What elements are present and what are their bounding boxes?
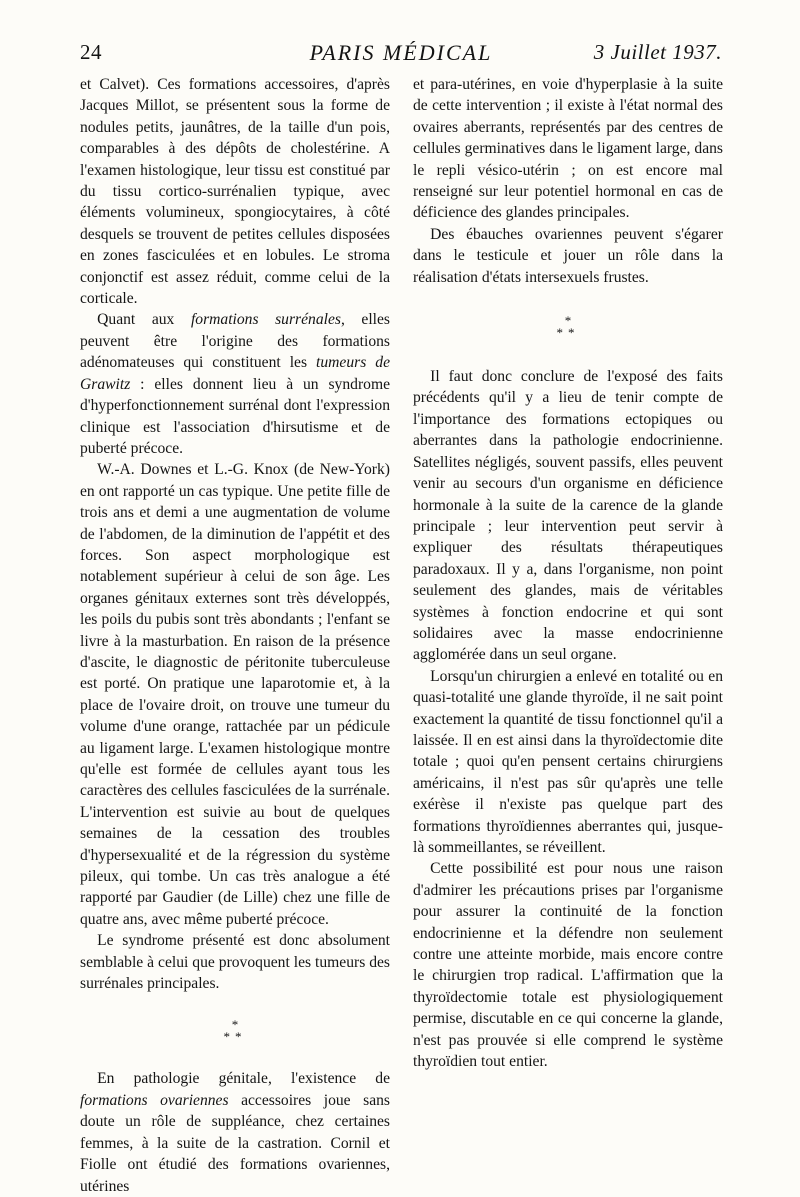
italic-term: formations ovariennes xyxy=(80,1091,229,1109)
paragraph: Quant aux formations surrénales, elles peuvent être l'origine des formations adénomateuses qui constituent les tumeurs de Grawitz : elles donnent lieu à un syndrome d'hyperfonctionnement surrénal dont l'expression clinique est l'association d'hirsutisme et de puberté précoce. xyxy=(80,311,391,457)
running-header xyxy=(80,40,722,72)
issue-date: 3 Juillet 1937. xyxy=(593,40,722,64)
paragraph: Il faut donc conclure de l'exposé des faits précédents qu'il y a lieu de tenir compte de l'importance des formations ectopiques ou aberrantes dans la pathologie endocrinienne. Satellites négligés, souvent passifs, elles peuvent venir au secours d'un organisme en déficience hormonale à la suite de la carence de la glande principale ; leur intervention peut servir à expliquer des résultats thérapeutiques paradoxaux. Il y a, dans l'organisme, non point seulement des glandes, mais de véritables systèmes à fonction endocrine et qui sont solidaires avec la masse endocrinienne agglomérée dans un seul organe. xyxy=(413,368,723,664)
asterism-stars: ** xyxy=(223,1029,247,1045)
asterism-stars: ** xyxy=(556,325,580,341)
paragraph: En pathologie génitale, l'existence de formations ovariennes accessoires joue sans doute un rôle de suppléance, chez certaines femmes, à la suite de la castration. Cornil et Fiolle ont étudié des formations ovariennes, utérines xyxy=(80,1070,390,1195)
section-separator xyxy=(80,994,390,1068)
paragraph: et Calvet). Ces formations accessoires, d'après Jacques Millot, se présentent sous la forme de nodules petits, jaunâtres, de la taille d'un pois, comparables à des dépôts de cholestérine. A l'examen histologique, leur tissu est constitué par du tissu cortico-surrénalien typique, avec éléments volumineux, spongiocytaires, à côté desquels se trouvent de petites cellules disposées en zones fasciculées et en lobules. Le stroma conjonctif est assez réduit, comme celui de la corticale. xyxy=(80,76,390,308)
left-column xyxy=(80,74,390,1197)
paragraph: Cette possibilité est pour nous une raison d'admirer les précautions prises par l'organisme pour assurer la continuité de la fonction endocrinienne et la défendre non seulement contre une atteinte morbide, mais encore contre le chirurgien trop radical. L'affirmation que la thyroïdectomie totale est physiologiquement permise, discutable en ce qui concerne la glande, n'est pas prouvée si elle comprend le système thyroïdien tout entier. xyxy=(413,860,723,1071)
right-column xyxy=(413,74,723,1072)
italic-term: formations surrénales xyxy=(190,311,341,329)
asterism-star: * xyxy=(564,313,572,329)
italic-term: tumeurs de Grawitz xyxy=(80,354,390,393)
paragraph: W.-A. Downes et L.-G. Knox (de New-York) en ont rapporté un cas typique. Une petite fille de trois ans et demi a une augmentation de volume de l'abdomen, de la diminution de l'appétit et des forces. Son aspect morphologique est notablement supérieur à celui de son âge. Les organes génitaux externes sont très développés, les poils du pubis sont très abondants ; l'enfant se livre à la masturbation. En raison de la présence d'ascite, le diagnostic de péritonite tuberculeuse est porté. On pratique une laparotomie et, à la place de l'ovaire droit, on trouve une tumeur du volume d'une orange, rattachée par un pédicule au ligament large. L'examen histologique montre qu'elle est formée de cellules ayant tous les caractères des cellules fasciculées de la surrénale. L'intervention est suivie au bout de quelques semaines de la cessation des troubles d'hypersexualité et de la régression du système pileux, qui tombe. Un cas très analogue a été rapporté par Gaudier (de Lille) chez une fille de quatre ans, avec même puberté précoce. xyxy=(80,461,390,928)
paragraph: Des ébauches ovariennes peuvent s'égarer dans le testicule et jouer un rôle dans la réalisation d'états intersexuels frustes. xyxy=(413,225,723,286)
asterism-star: * xyxy=(231,1017,239,1033)
section-separator xyxy=(413,288,723,366)
paragraph: Lorsqu'un chirurgien a enlevé en totalité ou en quasi-totalité une glande thyroïde, il ne sait point exactement la quantité de tissu fonctionnel qu'il a laissée. Il en est ainsi dans la thyroïdectomie dite totale ; quoi qu'en pensent certains chirurgiens américains, il n'est pas sûr qu'après une telle exérèse il n'existe pas quelque part des formations thyroïdiennes aberrantes qui, jusque-là sommeillantes, se réveillent. xyxy=(413,667,723,856)
journal-title: PARIS MÉDICAL xyxy=(309,40,493,65)
paragraph: Le syndrome présenté est donc absolument semblable à celui que provoquent les tumeurs des surrénales principales. xyxy=(80,932,390,993)
paragraph: et para-utérines, en voie d'hyperplasie à la suite de cette intervention ; il existe à l'état normal des ovaires aberrants, représentés par des centres de cellules germinatives dans le ligament large, dans le repli vésico-utérin ; on est encore mal renseigné sur leur potentiel hormonal en cas de déficience des glandes principales. xyxy=(413,76,723,222)
page-number: 24 xyxy=(80,40,102,64)
